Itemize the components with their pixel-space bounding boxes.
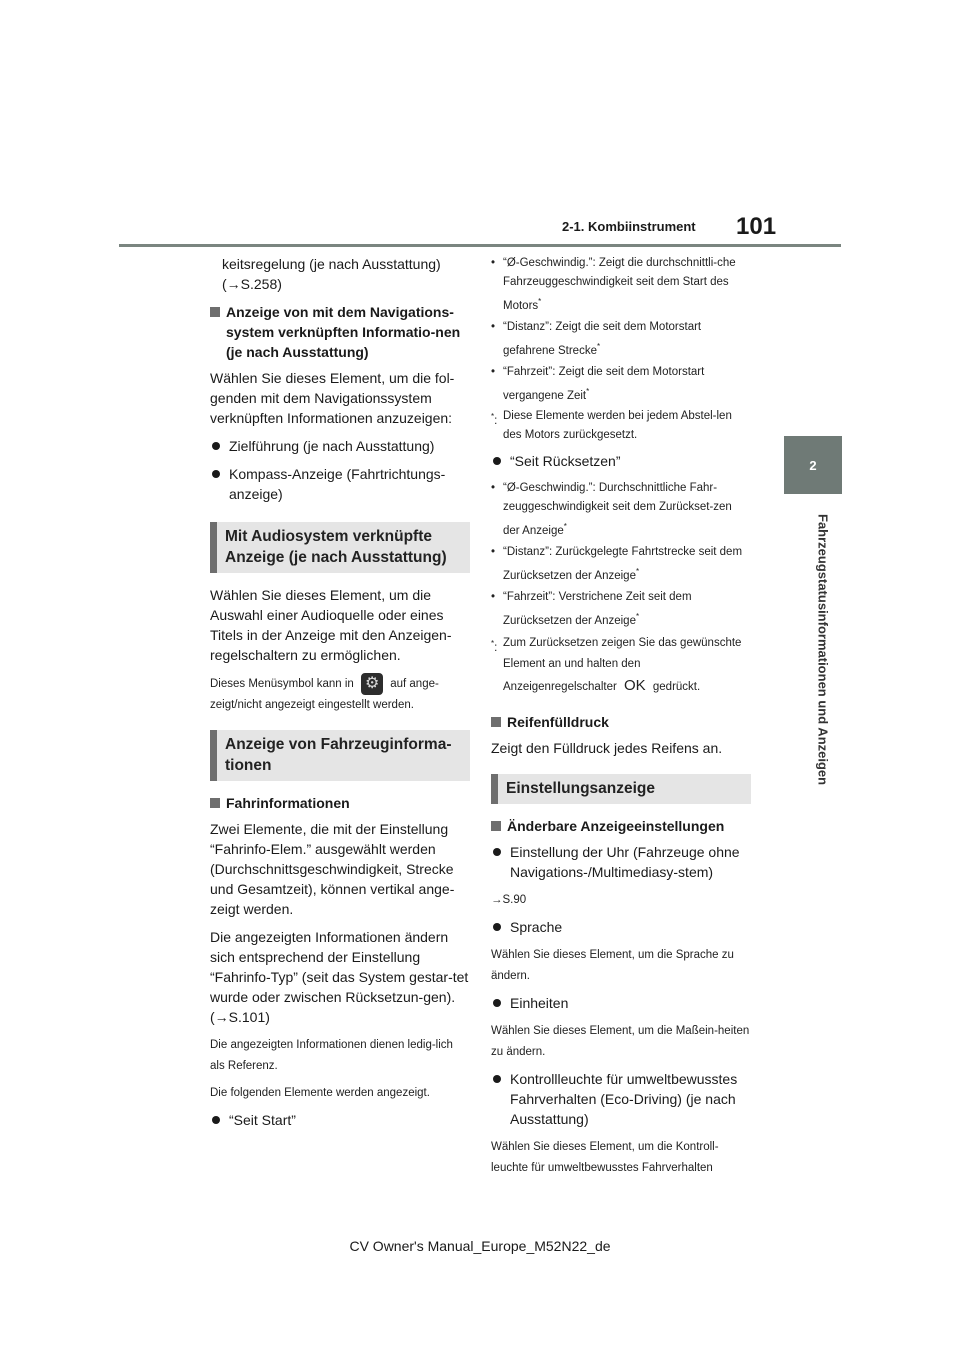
- list-item-text: “Distanz”: Zurückgelegte Fahrtstrecke seit dem Zurücksetzen der Anzeige: [503, 546, 743, 583]
- clock-setting-label: Einstellung der Uhr (Fahrzeuge ohne Navigations-/Multimediasy-stem): [510, 843, 740, 880]
- tire-pressure-text: Zeigt den Fülldruck jedes Reifens an.: [491, 739, 723, 756]
- bullet-dot-icon: [493, 457, 501, 465]
- since-start-label: “Seit Start”: [229, 1112, 296, 1129]
- list-item-text: Zielführung (je nach Ausstattung): [229, 438, 435, 454]
- list-item: [491, 842, 751, 882]
- eco-setting-label: Kontrollleuchte für umweltbewusstes Fahrverhalten (Eco-Driving) (je nach Ausstattung): [510, 1070, 738, 1127]
- right-column: [491, 254, 751, 1185]
- chapter-side-title: [813, 514, 833, 786]
- list-item: • “Fahrzeit”: Verstrichene Zeit seit dem Zurücksetzen der Anzeige*: [491, 588, 751, 631]
- list-item: [210, 1110, 470, 1130]
- square-bullet-icon: [491, 717, 501, 727]
- drive-info-text-2: Die angezeigten Informationen ändern sich entsprechend der Einstellung “Fahrinfo-Typ” (seit das System gestar-tet wurde oder zwischen Rücksetzun-gen). (→S.101): [210, 929, 469, 1026]
- intro-text: keitsregelung (je nach Ausstattung) (→S.258): [222, 256, 441, 292]
- footnote: [491, 407, 751, 445]
- menu-note-after: auf ange-zeigt/nicht angezeigt eingestellt werden.: [210, 678, 439, 712]
- changeable-settings-heading-text: Änderbare Anzeigeeinstellungen: [507, 817, 725, 834]
- list-item: [210, 464, 470, 504]
- list-item: [491, 1069, 751, 1129]
- header-divider: [119, 244, 841, 247]
- list-item: [491, 451, 751, 471]
- drive-info-text-1: Zwei Elemente, die mit der Einstellung “Fahrinfo-Elem.” ausgewählt werden (Durchschnittsgeschwindigkeit, Strecke und Gesamtzeit), können vertikal ange-zeigt werden.: [210, 821, 455, 918]
- list-item: • “Fahrzeit”: Zeigt die seit dem Motorstart vergangene Zeit*: [491, 363, 751, 406]
- bullet-dot-icon: [212, 1116, 220, 1124]
- small-bullet-icon: •: [491, 591, 496, 604]
- footnote: [491, 633, 751, 698]
- tire-pressure-heading: [491, 712, 751, 732]
- drive-info-heading: [210, 793, 470, 813]
- since-reset-label: “Seit Rücksetzen”: [510, 453, 621, 470]
- eco-setting-text: Wählen Sie dieses Element, um die Kontroll-leuchte für umweltbewusstes Fahrverhalten: [491, 1140, 719, 1174]
- small-bullet-icon: •: [491, 257, 496, 269]
- language-setting-text: Wählen Sie dieses Element, um die Sprache zu ändern.: [491, 948, 734, 982]
- audio-text: Wählen Sie dieses Element, um die Auswahl einer Audioquelle oder eines Titels in der Anzeige mit den Anzeigen-regelschaltern zu ermöglichen.: [210, 587, 452, 663]
- nav-text: Wählen Sie dieses Element, um die fol-genden mit dem Navigationssystem verknüpften Informationen anzuzeigen:: [210, 370, 455, 426]
- bullet-dot-icon: [493, 923, 501, 931]
- small-bullet-icon: •: [491, 546, 496, 559]
- list-item-text: Kompass-Anzeige (Fahrtrichtungs-anzeige): [229, 466, 446, 502]
- footnote-text-end: gedrückt.: [652, 680, 701, 693]
- small-bullet-icon: •: [491, 365, 496, 378]
- list-item: • “Ø-Geschwindig.”: Durchschnittliche Fahr-zeuggeschwindigkeit seit dem Zurückset-zen der Anzeige*: [491, 479, 751, 541]
- clock-reference: →S.90: [491, 893, 527, 906]
- list-item: • “Distanz”: Zeigt die seit dem Motorstart gefahrene Strecke*: [491, 318, 751, 361]
- asterisk-marker: *:: [491, 412, 498, 428]
- square-bullet-icon: [210, 307, 220, 317]
- list-item: [491, 993, 751, 1013]
- bullet-dot-icon: [212, 442, 220, 450]
- small-bullet-icon: •: [491, 320, 496, 333]
- footnote-text: Zum Zurücksetzen zeigen Sie das gewünschte Element an und halten den Anzeigenregelschalter: [503, 636, 742, 693]
- chapter-tab: 2: [784, 436, 842, 494]
- bullet-dot-icon: [493, 848, 501, 856]
- language-setting-label: Sprache: [510, 918, 563, 935]
- changeable-settings-heading: [491, 816, 751, 836]
- footer-manual-name: CV Owner's Manual_Europe_M52N22_de: [349, 1238, 611, 1254]
- vehicle-info-section-heading: Anzeige von Fahrzeuginforma-tionen: [210, 730, 470, 781]
- list-item: [491, 917, 751, 937]
- list-item: • “Ø-Geschwindig.”: Zeigt die durchschnittli-che Fahrzeuggeschwindigkeit seit dem Start des Motors*: [491, 254, 751, 316]
- section-title: 2-1. Kombiinstrument: [562, 219, 696, 234]
- gear-icon: [361, 673, 383, 695]
- square-bullet-icon: [210, 798, 220, 808]
- list-item-text: “Distanz”: Zeigt die seit dem Motorstart gefahrene Strecke: [503, 320, 702, 357]
- units-setting-label: Einheiten: [510, 994, 569, 1011]
- list-item-text: “Ø-Geschwindig.”: Zeigt die durchschnittli-che Fahrzeuggeschwindigkeit seit dem Start des Motors: [503, 257, 736, 312]
- list-item-text: “Fahrzeit”: Zeigt die seit dem Motorstart vergangene Zeit: [503, 365, 705, 402]
- list-item-text: “Fahrzeit”: Verstrichene Zeit seit dem Zurücksetzen der Anzeige: [503, 591, 692, 627]
- square-bullet-icon: [491, 821, 501, 831]
- left-column: [210, 254, 470, 1138]
- drive-info-heading-text: Fahrinformationen: [226, 795, 350, 812]
- list-item-text: “Ø-Geschwindig.”: Durchschnittliche Fahr-zeuggeschwindigkeit seit dem Zurückset-zen der Anzeige: [503, 482, 732, 538]
- menu-note-before: Dieses Menüsymbol kann in: [210, 678, 354, 691]
- bullet-dot-icon: [493, 1075, 501, 1083]
- units-setting-text: Wählen Sie dieses Element, um die Maßein-heiten zu ändern.: [491, 1024, 750, 1058]
- list-item: • “Distanz”: Zurückgelegte Fahrtstrecke seit dem Zurücksetzen der Anzeige*: [491, 543, 751, 586]
- following-note: Die folgenden Elemente werden angezeigt.: [210, 1087, 430, 1100]
- nav-heading-text: Anzeige von mit dem Navigations-system verknüpften Informatio-nen (je nach Ausstattung): [226, 304, 461, 360]
- ok-button-icon: OK: [624, 676, 646, 694]
- menu-icon-note: [210, 673, 470, 716]
- nav-heading: [210, 302, 470, 362]
- list-item: [210, 436, 470, 456]
- settings-section-heading: Einstellungsanzeige: [491, 774, 751, 804]
- chapter-title-text: Fahrzeugstatusinformationen und Anzeigen: [815, 514, 831, 786]
- tire-pressure-heading-text: Reifenfülldruck: [507, 713, 609, 730]
- page-number: 101: [736, 213, 777, 240]
- asterisk-marker: *:: [491, 638, 498, 654]
- bullet-dot-icon: [493, 999, 501, 1007]
- audio-section-heading: Mit Audiosystem verknüpfte Anzeige (je nach Ausstattung): [210, 522, 470, 573]
- footnote-text: Diese Elemente werden bei jedem Abstel-len des Motors zurückgesetzt.: [503, 410, 732, 442]
- reference-note: Die angezeigten Informationen dienen ledig-lich als Referenz.: [210, 1039, 453, 1073]
- small-bullet-icon: •: [491, 482, 496, 495]
- bullet-dot-icon: [212, 470, 220, 478]
